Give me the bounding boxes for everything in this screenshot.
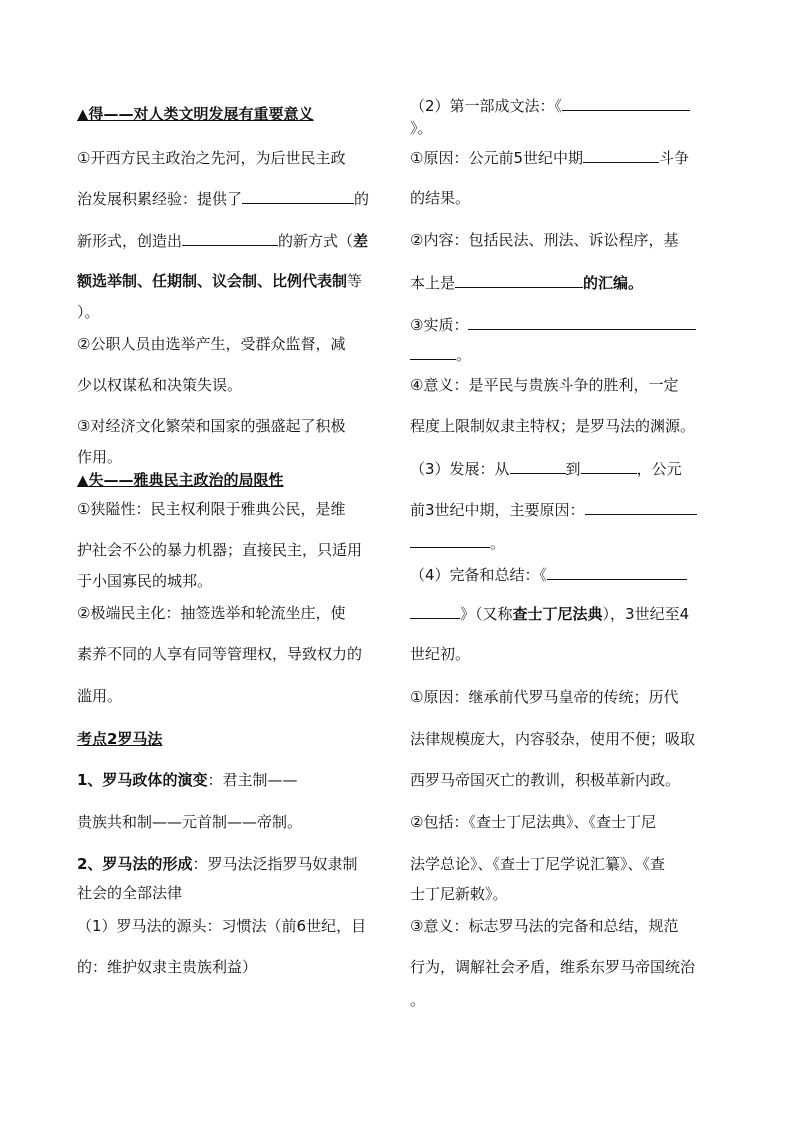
loss-1-line-2: 护社会不公的暴力机器；直接民主，只适用 xyxy=(77,541,363,559)
fill-blank[interactable] xyxy=(583,147,659,163)
content-bold-text: 的汇编。 xyxy=(583,274,644,292)
gain-1-text: 治发展积累经验：提供了 xyxy=(77,190,243,208)
formation-line-2: 社会的全部法律 xyxy=(77,884,183,902)
reason-line-3: 西罗马帝国灭亡的教训，积极革新内政。 xyxy=(410,771,681,789)
content-line-2 xyxy=(410,272,643,293)
loss-1-line-1: ①狭隘性：民主权利限于雅典公民，是维 xyxy=(77,500,346,518)
development-line-3 xyxy=(410,532,505,553)
completion-text: ），3世纪至4 xyxy=(602,605,690,623)
completion-bold-text: 查士丁尼法典 xyxy=(512,605,603,623)
development-line-1 xyxy=(410,458,682,479)
cause-line-1 xyxy=(410,147,689,168)
gain-1-text: 等 xyxy=(347,272,363,290)
evolution-line-1 xyxy=(77,770,297,790)
development-text: 前3世纪中期，主要原因： xyxy=(410,501,585,519)
gain-3-line-2: 作用。 xyxy=(77,448,123,466)
fill-blank[interactable] xyxy=(242,188,354,204)
content-text: 本上是 xyxy=(410,274,456,292)
gain-1-line-5: ）。 xyxy=(77,303,100,321)
meaning-line-2: 程度上限制奴隶主特权；是罗马法的渊源。 xyxy=(410,417,696,435)
development-text: ，公元 xyxy=(636,460,682,478)
formation-line-1 xyxy=(77,854,357,874)
gain-1-line-2 xyxy=(77,188,369,209)
cause-text: ①原因：公元前5世纪中期 xyxy=(410,149,583,167)
loss-2-line-1: ②极端民主化：抽签选举和轮流坐庄，使 xyxy=(77,604,346,622)
gain-1-text: 新形式，创造出 xyxy=(77,232,183,250)
fill-blank[interactable] xyxy=(410,603,460,619)
gain-1-bold-text: 差 xyxy=(353,232,369,250)
cause-text: 斗争 xyxy=(659,149,690,167)
gain-1-line-1: ①开西方民主政治之先河，为后世民主政 xyxy=(77,149,346,167)
completion-line-1 xyxy=(410,564,687,585)
formation-text: ：罗马法泛指罗马奴隶制 xyxy=(192,855,358,873)
gain-3-line-1: ③对经济文化繁荣和国家的强盛起了积极 xyxy=(77,417,346,435)
source-line-2: 的：维护奴隶主贵族利益） xyxy=(77,958,258,976)
cause-line-2: 的结果。 xyxy=(410,189,471,207)
fill-blank[interactable] xyxy=(182,230,278,246)
completion-line-3: 世纪初。 xyxy=(410,645,471,663)
development-text: 。 xyxy=(490,534,506,552)
evolution-line-2: 贵族共和制——元首制——帝制。 xyxy=(77,813,303,831)
evolution-label: 1、罗马政体的演变 xyxy=(77,771,208,789)
fill-blank[interactable] xyxy=(547,564,687,580)
development-text: （3）发展：从 xyxy=(410,460,510,478)
gain-1-bold-text: 额选举制、任期制、议会制、比例代表制 xyxy=(77,272,348,290)
fill-blank[interactable] xyxy=(455,272,583,288)
completion-text: 》（又称 xyxy=(460,605,513,623)
gain-1-line-4 xyxy=(77,271,362,291)
significance-line-1: ③意义：标志罗马法的完备和总结，规范 xyxy=(410,917,679,935)
loss-2-line-2: 素养不同的人享有同等管理权，导致权力的 xyxy=(77,645,363,663)
fill-blank[interactable] xyxy=(410,532,490,548)
content-line-1: ②内容：包括民法、刑法、诉讼程序，基 xyxy=(410,231,679,249)
completion-text: （4）完备和总结：《 xyxy=(410,566,548,584)
significance-line-3: 。 xyxy=(410,991,426,1009)
includes-line-2: 法学总论》、《查士丁尼学说汇纂》、《查 xyxy=(410,855,666,873)
loss-1-line-3: 于小国寡民的城邦。 xyxy=(77,572,213,590)
fill-blank[interactable] xyxy=(510,458,566,474)
includes-line-1: ②包括：《查士丁尼法典》、《查士丁尼 xyxy=(410,813,656,831)
essence-text: 。 xyxy=(456,346,472,364)
fill-blank[interactable] xyxy=(468,314,696,330)
topic-2-heading: 考点2罗马法 xyxy=(77,730,163,748)
includes-line-3: 士丁尼新敕》。 xyxy=(410,885,508,903)
gain-1-text: 的 xyxy=(354,190,370,208)
reason-line-1: ①原因：继承前代罗马皇帝的传统；历代 xyxy=(410,688,679,706)
evolution-text: ：君主制—— xyxy=(207,771,298,789)
fill-blank[interactable] xyxy=(581,458,637,474)
fill-blank[interactable] xyxy=(410,344,456,360)
essence-line-1 xyxy=(410,314,696,335)
significance-line-2: 行为，调解社会矛盾，维系东罗马帝国统治 xyxy=(410,958,696,976)
completion-line-2 xyxy=(410,603,689,624)
source-line-1: （1）罗马法的源头：习惯法（前6世纪，目 xyxy=(77,917,367,935)
loss-2-line-3: 滥用。 xyxy=(77,687,123,705)
gain-1-line-3 xyxy=(77,230,368,251)
development-line-2 xyxy=(410,499,697,520)
gain-2-line-2: 少以权谋私和决策失误。 xyxy=(77,376,243,394)
essence-text: ③实质： xyxy=(410,316,469,334)
formation-label: 2、罗马法的形成 xyxy=(77,855,193,873)
first-law-text: （2）第一部成文法：《 xyxy=(410,97,563,115)
loss-heading: ▲失——雅典民主政治的局限性 xyxy=(77,471,284,489)
gain-2-line-1: ②公职人员由选举产生，受群众监督，减 xyxy=(77,335,346,353)
gain-heading: ▲得——对人类文明发展有重要意义 xyxy=(77,105,314,123)
reason-line-2: 法律规模庞大，内容驳杂，使用不便；吸取 xyxy=(410,730,696,748)
fill-blank[interactable] xyxy=(562,95,690,111)
development-text: 到 xyxy=(565,460,581,478)
first-law-line-1 xyxy=(410,95,690,116)
meaning-line-1: ④意义：是平民与贵族斗争的胜利，一定 xyxy=(410,376,679,394)
first-law-line-2: 》。 xyxy=(410,119,433,137)
essence-line-2 xyxy=(410,344,471,365)
fill-blank[interactable] xyxy=(585,499,697,515)
gain-1-text: 的新方式（ xyxy=(278,232,354,250)
